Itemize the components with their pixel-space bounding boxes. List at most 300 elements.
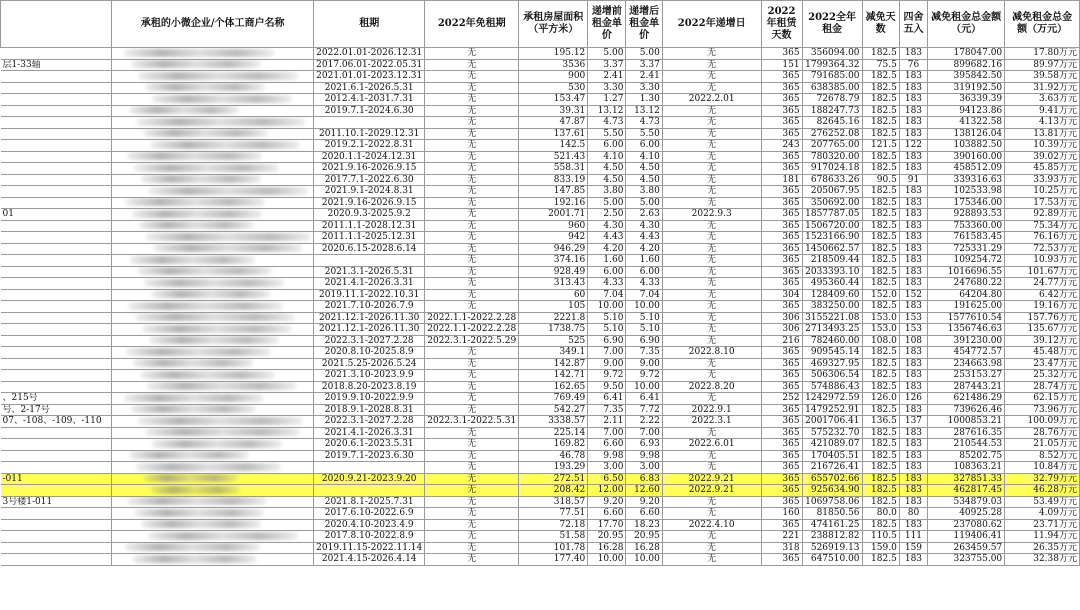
- cell-round: 183: [899, 404, 927, 416]
- header-annual-rent: 2022全年租金: [802, 1, 862, 48]
- redaction-blur: [137, 267, 272, 275]
- cell-lease-days: 221: [761, 531, 802, 543]
- cell-name-redacted: [112, 243, 314, 255]
- cell-term: [314, 255, 425, 267]
- cell-area: 51.58: [519, 531, 588, 543]
- cell-post-price: 3.30: [626, 82, 662, 94]
- cell-address: [1, 531, 112, 543]
- cell-post-price: 5.00: [626, 48, 662, 60]
- cell-term: 2021.4.1-2026.3.31: [314, 278, 425, 290]
- cell-area: 272.51: [519, 473, 588, 485]
- cell-round: 183: [899, 473, 927, 485]
- cell-post-price: 5.10: [626, 312, 662, 324]
- cell-area: 521.43: [519, 151, 588, 163]
- cell-total-wan: 8.52万元: [1005, 450, 1080, 462]
- cell-annual-rent: 421089.07: [802, 439, 862, 451]
- cell-increase-day: 无: [662, 496, 761, 508]
- table-row: [1, 404, 1080, 416]
- cell-pre-price: 20.95: [588, 531, 626, 543]
- cell-lease-days: 365: [761, 163, 802, 175]
- cell-post-price: 9.00: [626, 358, 662, 370]
- cell-address: [1, 128, 112, 140]
- cell-round: 137: [899, 416, 927, 428]
- cell-round: 183: [899, 278, 927, 290]
- cell-annual-rent: 216726.41: [802, 462, 862, 474]
- cell-pre-price: 2.50: [588, 209, 626, 221]
- cell-pre-price: 3.00: [588, 462, 626, 474]
- cell-area: 60: [519, 289, 588, 301]
- cell-reduce-days: 182.5: [862, 370, 899, 382]
- cell-name-redacted: [112, 531, 314, 543]
- cell-annual-rent: 917024.18: [802, 163, 862, 175]
- cell-free-period: 2022.3.1-2022.5.31: [425, 416, 519, 428]
- cell-total-yuan: 85202.75: [928, 450, 1005, 462]
- cell-area: 3536: [519, 59, 588, 71]
- cell-name-redacted: [112, 128, 314, 140]
- cell-term: 2021.3.10-2023.9.9: [314, 370, 425, 382]
- cell-increase-day: 无: [662, 197, 761, 209]
- cell-total-yuan: 621486.29: [928, 393, 1005, 405]
- cell-total-wan: 45.85万元: [1005, 163, 1080, 175]
- redaction-blur: [150, 486, 240, 494]
- cell-reduce-days: 126.0: [862, 393, 899, 405]
- cell-term: [314, 462, 425, 474]
- cell-increase-day: 无: [662, 289, 761, 301]
- redaction-blur: [150, 141, 300, 149]
- cell-address: [1, 462, 112, 474]
- cell-name-redacted: [112, 370, 314, 382]
- cell-increase-day: 无: [662, 255, 761, 267]
- cell-reduce-days: 136.5: [862, 416, 899, 428]
- redaction-blur: [126, 348, 271, 356]
- table-row: [1, 174, 1080, 186]
- cell-lease-days: 365: [761, 439, 802, 451]
- cell-area: 147.85: [519, 186, 588, 198]
- cell-post-price: 16.28: [626, 542, 662, 554]
- cell-lease-days: 365: [761, 220, 802, 232]
- table-row: [1, 71, 1080, 83]
- cell-address: [1, 278, 112, 290]
- cell-lease-days: 365: [761, 519, 802, 531]
- cell-increase-day: 2022.4.10: [662, 519, 761, 531]
- cell-annual-rent: 82645.16: [802, 117, 862, 129]
- redaction-blur: [152, 95, 292, 103]
- cell-free-period: 无: [425, 232, 519, 244]
- cell-reduce-days: 182.5: [862, 473, 899, 485]
- cell-round: 183: [899, 243, 927, 255]
- cell-free-period: 无: [425, 71, 519, 83]
- cell-area: 374.16: [519, 255, 588, 267]
- redaction-blur: [125, 198, 265, 206]
- cell-increase-day: 无: [662, 243, 761, 255]
- cell-post-price: 9.98: [626, 450, 662, 462]
- cell-total-yuan: 287616.35: [928, 427, 1005, 439]
- cell-address: [1, 94, 112, 106]
- cell-increase-day: 无: [662, 370, 761, 382]
- cell-reduce-days: 182.5: [862, 404, 899, 416]
- cell-increase-day: 2022.9.1: [662, 404, 761, 416]
- cell-lease-days: 365: [761, 427, 802, 439]
- redaction-blur: [136, 118, 306, 126]
- cell-annual-rent: 782460.00: [802, 335, 862, 347]
- cell-address: [1, 232, 112, 244]
- cell-address: [1, 439, 112, 451]
- cell-address: [1, 140, 112, 152]
- cell-reduce-days: 182.5: [862, 197, 899, 209]
- cell-name-redacted: [112, 220, 314, 232]
- cell-pre-price: 3.30: [588, 82, 626, 94]
- cell-name-redacted: [112, 59, 314, 71]
- cell-post-price: 4.50: [626, 174, 662, 186]
- cell-reduce-days: 182.5: [862, 151, 899, 163]
- cell-annual-rent: 2001706.41: [802, 416, 862, 428]
- cell-annual-rent: 3155221.08: [802, 312, 862, 324]
- cell-name-redacted: [112, 186, 314, 198]
- cell-address: [1, 381, 112, 393]
- cell-term: 2011.1.1-2025.12.31: [314, 232, 425, 244]
- cell-annual-rent: 506306.54: [802, 370, 862, 382]
- cell-total-wan: 72.53万元: [1005, 243, 1080, 255]
- redaction-blur: [124, 49, 274, 57]
- table-row: [1, 381, 1080, 393]
- cell-pre-price: 3.80: [588, 186, 626, 198]
- cell-term: 2017.06.01-2022.05.31: [314, 59, 425, 71]
- cell-round: 183: [899, 82, 927, 94]
- cell-total-yuan: 761583.45: [928, 232, 1005, 244]
- cell-post-price: 2.41: [626, 71, 662, 83]
- cell-reduce-days: 182.5: [862, 82, 899, 94]
- cell-name-redacted: [112, 232, 314, 244]
- cell-area: 833.19: [519, 174, 588, 186]
- cell-pre-price: 2.41: [588, 71, 626, 83]
- cell-annual-rent: 469327.95: [802, 358, 862, 370]
- cell-term: 2021.9.16-2026.9.15: [314, 163, 425, 175]
- cell-address: [1, 427, 112, 439]
- cell-round: 183: [899, 347, 927, 359]
- cell-round: 183: [899, 105, 927, 117]
- cell-total-wan: 3.63万元: [1005, 94, 1080, 106]
- cell-free-period: 无: [425, 243, 519, 255]
- cell-free-period: 无: [425, 163, 519, 175]
- table-row: [1, 59, 1080, 71]
- cell-name-redacted: [112, 381, 314, 393]
- cell-lease-days: 365: [761, 462, 802, 474]
- cell-area: 137.61: [519, 128, 588, 140]
- table-row: [1, 255, 1080, 267]
- cell-increase-day: 无: [662, 358, 761, 370]
- cell-pre-price: 6.60: [588, 439, 626, 451]
- table-row: [1, 128, 1080, 140]
- cell-name-redacted: [112, 427, 314, 439]
- cell-term: 2012.4.1-2031.7.31: [314, 94, 425, 106]
- cell-pre-price: 5.00: [588, 48, 626, 60]
- cell-total-wan: 76.16万元: [1005, 232, 1080, 244]
- cell-term: 2022.3.1-2027.2.28: [314, 335, 425, 347]
- cell-address: [1, 117, 112, 129]
- cell-term: 2019.9.10-2022.9.9: [314, 393, 425, 405]
- cell-increase-day: 无: [662, 531, 761, 543]
- cell-name-redacted: [112, 324, 314, 336]
- cell-annual-rent: 526919.13: [802, 542, 862, 554]
- cell-post-price: 3.00: [626, 462, 662, 474]
- cell-term: 2021.9.16-2026.9.15: [314, 197, 425, 209]
- cell-name-redacted: [112, 174, 314, 186]
- table-row: [1, 450, 1080, 462]
- cell-post-price: 10.00: [626, 554, 662, 566]
- cell-lease-days: 304: [761, 289, 802, 301]
- cell-name-redacted: [112, 94, 314, 106]
- table-row: [1, 531, 1080, 543]
- cell-total-wan: 46.28万元: [1005, 485, 1080, 497]
- cell-term: 2021.7.10-2026.7.9: [314, 301, 425, 313]
- cell-total-wan: 19.16万元: [1005, 301, 1080, 313]
- cell-post-price: 7.00: [626, 427, 662, 439]
- cell-post-price: 6.41: [626, 393, 662, 405]
- cell-pre-price: 7.04: [588, 289, 626, 301]
- redaction-blur: [152, 440, 282, 448]
- cell-annual-rent: 1857787.05: [802, 209, 862, 221]
- cell-area: 318.57: [519, 496, 588, 508]
- cell-pre-price: 6.41: [588, 393, 626, 405]
- cell-total-wan: 23.71万元: [1005, 519, 1080, 531]
- cell-total-yuan: 327851.33: [928, 473, 1005, 485]
- cell-name-redacted: [112, 117, 314, 129]
- cell-increase-day: 无: [662, 427, 761, 439]
- cell-area: 153.47: [519, 94, 588, 106]
- cell-area: 3338.57: [519, 416, 588, 428]
- header-term: 租期: [314, 1, 425, 48]
- cell-term: 2020.6.1-2023.5.31: [314, 439, 425, 451]
- cell-address: [1, 220, 112, 232]
- cell-total-wan: 17.80万元: [1005, 48, 1080, 60]
- cell-lease-days: 160: [761, 508, 802, 520]
- cell-round: 153: [899, 312, 927, 324]
- cell-name-redacted: [112, 508, 314, 520]
- redaction-blur: [124, 394, 264, 402]
- cell-pre-price: 4.50: [588, 163, 626, 175]
- cell-reduce-days: 110.5: [862, 531, 899, 543]
- cell-pre-price: 17.70: [588, 519, 626, 531]
- cell-name-redacted: [112, 278, 314, 290]
- cell-lease-days: 365: [761, 450, 802, 462]
- header-lease-days: 2022年租赁天数: [761, 1, 802, 48]
- cell-reduce-days: 182.5: [862, 128, 899, 140]
- cell-pre-price: 4.33: [588, 278, 626, 290]
- table-row: [1, 117, 1080, 129]
- cell-name-redacted: [112, 542, 314, 554]
- cell-increase-day: 2022.9.21: [662, 485, 761, 497]
- cell-increase-day: 无: [662, 508, 761, 520]
- cell-annual-rent: 575232.70: [802, 427, 862, 439]
- cell-total-wan: 39.12万元: [1005, 335, 1080, 347]
- cell-annual-rent: 188247.73: [802, 105, 862, 117]
- cell-post-price: 5.00: [626, 197, 662, 209]
- cell-term: 2019.7.1-2023.6.30: [314, 450, 425, 462]
- cell-increase-day: 无: [662, 82, 761, 94]
- cell-post-price: 4.30: [626, 220, 662, 232]
- cell-lease-days: 365: [761, 255, 802, 267]
- cell-free-period: 无: [425, 473, 519, 485]
- cell-lease-days: 252: [761, 393, 802, 405]
- cell-annual-rent: 72678.79: [802, 94, 862, 106]
- cell-annual-rent: 207765.00: [802, 140, 862, 152]
- cell-post-price: 4.73: [626, 117, 662, 129]
- cell-round: 183: [899, 427, 927, 439]
- cell-lease-days: 306: [761, 312, 802, 324]
- cell-name-redacted: [112, 140, 314, 152]
- redaction-blur: [144, 279, 284, 287]
- cell-lease-days: 243: [761, 140, 802, 152]
- cell-name-redacted: [112, 71, 314, 83]
- cell-area: 208.42: [519, 485, 588, 497]
- cell-total-yuan: 263459.57: [928, 542, 1005, 554]
- cell-free-period: 无: [425, 439, 519, 451]
- cell-lease-days: 365: [761, 94, 802, 106]
- cell-name-redacted: [112, 496, 314, 508]
- cell-total-wan: 17.53万元: [1005, 197, 1080, 209]
- cell-free-period: 无: [425, 186, 519, 198]
- cell-total-wan: 10.84万元: [1005, 462, 1080, 474]
- cell-name-redacted: [112, 416, 314, 428]
- cell-total-yuan: 119406.41: [928, 531, 1005, 543]
- cell-total-wan: 26.35万元: [1005, 542, 1080, 554]
- cell-total-wan: 135.67万元: [1005, 324, 1080, 336]
- cell-free-period: 无: [425, 94, 519, 106]
- cell-lease-days: 365: [761, 128, 802, 140]
- table-row: [1, 473, 1080, 485]
- cell-total-wan: 45.48万元: [1005, 347, 1080, 359]
- cell-free-period: 无: [425, 427, 519, 439]
- cell-total-yuan: 323755.00: [928, 554, 1005, 566]
- cell-total-wan: 32.79万元: [1005, 473, 1080, 485]
- cell-annual-rent: 128409.60: [802, 289, 862, 301]
- cell-address: [1, 358, 112, 370]
- cell-round: 126: [899, 393, 927, 405]
- cell-post-price: 6.93: [626, 439, 662, 451]
- table-row: [1, 232, 1080, 244]
- cell-term: 2017.6.10-2022.6.9: [314, 508, 425, 520]
- table-row: [1, 140, 1080, 152]
- cell-free-period: 无: [425, 370, 519, 382]
- cell-increase-day: 无: [662, 174, 761, 186]
- cell-round: 183: [899, 381, 927, 393]
- cell-round: 153: [899, 324, 927, 336]
- cell-round: 183: [899, 439, 927, 451]
- cell-pre-price: 6.90: [588, 335, 626, 347]
- cell-round: 183: [899, 117, 927, 129]
- redaction-blur: [141, 520, 261, 528]
- cell-round: 152: [899, 289, 927, 301]
- cell-term: 2021.12.1-2026.11.30: [314, 312, 425, 324]
- cell-reduce-days: 182.5: [862, 117, 899, 129]
- cell-pre-price: 3.37: [588, 59, 626, 71]
- cell-lease-days: 318: [761, 542, 802, 554]
- cell-annual-rent: 647510.00: [802, 554, 862, 566]
- cell-name-redacted: [112, 358, 314, 370]
- cell-pre-price: 7.00: [588, 427, 626, 439]
- cell-post-price: 4.33: [626, 278, 662, 290]
- table-row: [1, 427, 1080, 439]
- cell-annual-rent: 1450662.57: [802, 243, 862, 255]
- cell-name-redacted: [112, 462, 314, 474]
- cell-free-period: 无: [425, 48, 519, 60]
- cell-reduce-days: 152.0: [862, 289, 899, 301]
- cell-round: 183: [899, 370, 927, 382]
- cell-address: [1, 174, 112, 186]
- cell-total-yuan: 1016696.55: [928, 266, 1005, 278]
- redaction-blur: [145, 83, 265, 91]
- table-row: [1, 186, 1080, 198]
- cell-name-redacted: [112, 450, 314, 462]
- cell-free-period: 无: [425, 485, 519, 497]
- cell-annual-rent: 791685.00: [802, 71, 862, 83]
- cell-total-wan: 75.34万元: [1005, 220, 1080, 232]
- cell-free-period: 无: [425, 450, 519, 462]
- cell-address: [1, 71, 112, 83]
- cell-free-period: 无: [425, 404, 519, 416]
- cell-increase-day: 2022.2.01: [662, 94, 761, 106]
- cell-reduce-days: 108.0: [862, 335, 899, 347]
- cell-total-yuan: 247680.22: [928, 278, 1005, 290]
- cell-term: 2018.9.1-2028.8.31: [314, 404, 425, 416]
- cell-area: 942: [519, 232, 588, 244]
- cell-term: 2020.6.15-2028.6.14: [314, 243, 425, 255]
- redaction-blur: [134, 509, 264, 517]
- cell-pre-price: 4.73: [588, 117, 626, 129]
- cell-pre-price: 6.50: [588, 473, 626, 485]
- cell-post-price: 5.10: [626, 324, 662, 336]
- cell-term: 2018.8.20-2023.8.19: [314, 381, 425, 393]
- cell-name-redacted: [112, 393, 314, 405]
- table-row: [1, 163, 1080, 175]
- cell-round: 183: [899, 462, 927, 474]
- table-row: [1, 554, 1080, 566]
- cell-pre-price: 16.28: [588, 542, 626, 554]
- cell-lease-days: 365: [761, 266, 802, 278]
- cell-post-price: 7.04: [626, 289, 662, 301]
- cell-free-period: 无: [425, 542, 519, 554]
- cell-total-wan: 10.93万元: [1005, 255, 1080, 267]
- cell-lease-days: 365: [761, 416, 802, 428]
- cell-round: 159: [899, 542, 927, 554]
- cell-total-yuan: 191625.00: [928, 301, 1005, 313]
- redaction-blur: [139, 221, 254, 229]
- cell-address: [1, 82, 112, 94]
- cell-address: 3号楼1-011: [1, 496, 112, 508]
- redaction-blur: [136, 463, 281, 471]
- cell-total-yuan: 1356746.63: [928, 324, 1005, 336]
- cell-address: [1, 289, 112, 301]
- cell-lease-days: 365: [761, 117, 802, 129]
- cell-total-yuan: 175346.00: [928, 197, 1005, 209]
- cell-name-redacted: [112, 301, 314, 313]
- cell-reduce-days: 90.5: [862, 174, 899, 186]
- cell-address: [1, 508, 112, 520]
- cell-area: 313.43: [519, 278, 588, 290]
- cell-round: 80: [899, 508, 927, 520]
- cell-area: 192.16: [519, 197, 588, 209]
- cell-address: [1, 151, 112, 163]
- cell-lease-days: 365: [761, 151, 802, 163]
- cell-term: 2019.11.15-2022.11.14: [314, 542, 425, 554]
- cell-total-yuan: 725331.29: [928, 243, 1005, 255]
- cell-pre-price: 9.98: [588, 450, 626, 462]
- cell-area: 960: [519, 220, 588, 232]
- cell-increase-day: 无: [662, 393, 761, 405]
- cell-annual-rent: 356094.00: [802, 48, 862, 60]
- cell-name-redacted: [112, 404, 314, 416]
- cell-free-period: 无: [425, 393, 519, 405]
